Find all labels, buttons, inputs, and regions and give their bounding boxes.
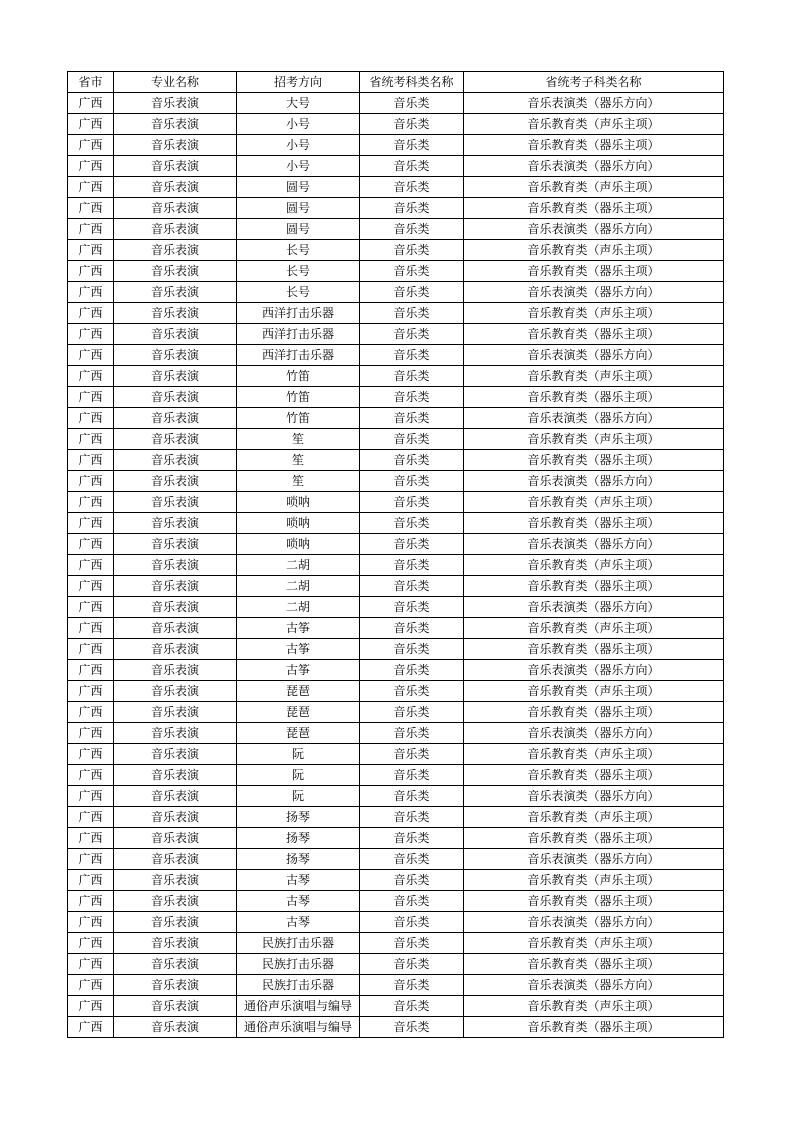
cell-direction: 扬琴 — [237, 807, 360, 828]
cell-category: 音乐类 — [360, 639, 464, 660]
cell-category: 音乐类 — [360, 555, 464, 576]
cell-direction: 古琴 — [237, 870, 360, 891]
cell-province: 广西 — [68, 555, 114, 576]
cell-subcategory: 音乐教育类（声乐主项） — [464, 807, 724, 828]
cell-direction: 圆号 — [237, 177, 360, 198]
cell-category: 音乐类 — [360, 177, 464, 198]
cell-province: 广西 — [68, 891, 114, 912]
cell-direction: 大号 — [237, 93, 360, 114]
cell-category: 音乐类 — [360, 912, 464, 933]
cell-subcategory: 音乐教育类（声乐主项） — [464, 114, 724, 135]
cell-province: 广西 — [68, 975, 114, 996]
table-row — [68, 933, 724, 954]
cell-category: 音乐类 — [360, 93, 464, 114]
table-row — [68, 387, 724, 408]
cell-direction: 笙 — [237, 471, 360, 492]
cell-direction: 古琴 — [237, 912, 360, 933]
cell-province: 广西 — [68, 303, 114, 324]
table-row — [68, 177, 724, 198]
cell-major: 音乐表演 — [114, 324, 237, 345]
cell-subcategory: 音乐教育类（器乐主项） — [464, 513, 724, 534]
table-row — [68, 282, 724, 303]
cell-major: 音乐表演 — [114, 807, 237, 828]
cell-category: 音乐类 — [360, 975, 464, 996]
cell-major: 音乐表演 — [114, 261, 237, 282]
cell-subcategory: 音乐教育类（器乐主项） — [464, 198, 724, 219]
cell-subcategory: 音乐表演类（器乐方向） — [464, 723, 724, 744]
cell-major: 音乐表演 — [114, 114, 237, 135]
cell-direction: 小号 — [237, 114, 360, 135]
cell-subcategory: 音乐教育类（器乐主项） — [464, 450, 724, 471]
table-row — [68, 891, 724, 912]
cell-subcategory: 音乐教育类（器乐主项） — [464, 387, 724, 408]
cell-province: 广西 — [68, 366, 114, 387]
cell-major: 音乐表演 — [114, 681, 237, 702]
table-row — [68, 240, 724, 261]
cell-category: 音乐类 — [360, 303, 464, 324]
cell-major: 音乐表演 — [114, 240, 237, 261]
cell-province: 广西 — [68, 618, 114, 639]
cell-category: 音乐类 — [360, 660, 464, 681]
cell-province: 广西 — [68, 576, 114, 597]
cell-province: 广西 — [68, 93, 114, 114]
cell-direction: 扬琴 — [237, 828, 360, 849]
table-row — [68, 954, 724, 975]
table-row — [68, 975, 724, 996]
cell-province: 广西 — [68, 471, 114, 492]
cell-province: 广西 — [68, 1017, 114, 1038]
cell-province: 广西 — [68, 114, 114, 135]
cell-major: 音乐表演 — [114, 849, 237, 870]
cell-province: 广西 — [68, 639, 114, 660]
admission-table — [67, 71, 724, 1038]
cell-subcategory: 音乐教育类（声乐主项） — [464, 681, 724, 702]
table-header-row — [68, 72, 724, 93]
cell-major: 音乐表演 — [114, 513, 237, 534]
cell-subcategory: 音乐教育类（器乐主项） — [464, 954, 724, 975]
cell-major: 音乐表演 — [114, 135, 237, 156]
cell-subcategory: 音乐教育类（器乐主项） — [464, 828, 724, 849]
cell-province: 广西 — [68, 177, 114, 198]
cell-category: 音乐类 — [360, 282, 464, 303]
cell-direction: 二胡 — [237, 597, 360, 618]
cell-major: 音乐表演 — [114, 282, 237, 303]
cell-subcategory: 音乐表演类（器乐方向） — [464, 849, 724, 870]
header-province: 省市 — [68, 72, 114, 93]
cell-province: 广西 — [68, 240, 114, 261]
cell-major: 音乐表演 — [114, 597, 237, 618]
table-row — [68, 639, 724, 660]
cell-major: 音乐表演 — [114, 303, 237, 324]
cell-major: 音乐表演 — [114, 492, 237, 513]
cell-subcategory: 音乐表演类（器乐方向） — [464, 345, 724, 366]
table-row — [68, 849, 724, 870]
cell-direction: 唢呐 — [237, 492, 360, 513]
cell-category: 音乐类 — [360, 744, 464, 765]
cell-subcategory: 音乐教育类（声乐主项） — [464, 492, 724, 513]
table-row — [68, 576, 724, 597]
cell-category: 音乐类 — [360, 324, 464, 345]
header-major: 专业名称 — [114, 72, 237, 93]
cell-direction: 琵琶 — [237, 702, 360, 723]
cell-category: 音乐类 — [360, 261, 464, 282]
cell-major: 音乐表演 — [114, 219, 237, 240]
cell-subcategory: 音乐教育类（器乐主项） — [464, 261, 724, 282]
cell-category: 音乐类 — [360, 198, 464, 219]
header-category: 省统考科类名称 — [360, 72, 464, 93]
table-row — [68, 408, 724, 429]
table-row — [68, 156, 724, 177]
cell-province: 广西 — [68, 429, 114, 450]
cell-category: 音乐类 — [360, 807, 464, 828]
cell-province: 广西 — [68, 408, 114, 429]
table-row — [68, 534, 724, 555]
cell-province: 广西 — [68, 387, 114, 408]
cell-major: 音乐表演 — [114, 975, 237, 996]
cell-major: 音乐表演 — [114, 534, 237, 555]
table-row — [68, 303, 724, 324]
cell-major: 音乐表演 — [114, 744, 237, 765]
cell-subcategory: 音乐表演类（器乐方向） — [464, 219, 724, 240]
cell-subcategory: 音乐表演类（器乐方向） — [464, 597, 724, 618]
cell-province: 广西 — [68, 786, 114, 807]
cell-major: 音乐表演 — [114, 93, 237, 114]
table-row — [68, 492, 724, 513]
cell-major: 音乐表演 — [114, 408, 237, 429]
cell-category: 音乐类 — [360, 135, 464, 156]
cell-major: 音乐表演 — [114, 198, 237, 219]
cell-province: 广西 — [68, 744, 114, 765]
cell-subcategory: 音乐表演类（器乐方向） — [464, 282, 724, 303]
cell-category: 音乐类 — [360, 219, 464, 240]
cell-direction: 西洋打击乐器 — [237, 303, 360, 324]
cell-direction: 小号 — [237, 156, 360, 177]
cell-category: 音乐类 — [360, 240, 464, 261]
table-row — [68, 828, 724, 849]
table-row — [68, 135, 724, 156]
cell-category: 音乐类 — [360, 597, 464, 618]
cell-province: 广西 — [68, 828, 114, 849]
cell-province: 广西 — [68, 660, 114, 681]
cell-category: 音乐类 — [360, 1017, 464, 1038]
cell-category: 音乐类 — [360, 828, 464, 849]
cell-direction: 通俗声乐演唱与编导 — [237, 996, 360, 1017]
cell-direction: 二胡 — [237, 576, 360, 597]
table-row — [68, 870, 724, 891]
table-row — [68, 471, 724, 492]
cell-major: 音乐表演 — [114, 954, 237, 975]
cell-subcategory: 音乐教育类（声乐主项） — [464, 366, 724, 387]
cell-category: 音乐类 — [360, 366, 464, 387]
table-row — [68, 93, 724, 114]
cell-category: 音乐类 — [360, 786, 464, 807]
cell-major: 音乐表演 — [114, 660, 237, 681]
cell-category: 音乐类 — [360, 492, 464, 513]
cell-category: 音乐类 — [360, 702, 464, 723]
cell-subcategory: 音乐表演类（器乐方向） — [464, 975, 724, 996]
cell-subcategory: 音乐教育类（器乐主项） — [464, 639, 724, 660]
cell-province: 广西 — [68, 849, 114, 870]
cell-province: 广西 — [68, 282, 114, 303]
cell-province: 广西 — [68, 135, 114, 156]
cell-category: 音乐类 — [360, 681, 464, 702]
cell-direction: 唢呐 — [237, 534, 360, 555]
cell-province: 广西 — [68, 324, 114, 345]
cell-subcategory: 音乐教育类（器乐主项） — [464, 576, 724, 597]
cell-direction: 阮 — [237, 744, 360, 765]
cell-category: 音乐类 — [360, 849, 464, 870]
cell-major: 音乐表演 — [114, 450, 237, 471]
cell-major: 音乐表演 — [114, 387, 237, 408]
cell-category: 音乐类 — [360, 450, 464, 471]
table-row — [68, 765, 724, 786]
table-row — [68, 744, 724, 765]
cell-direction: 笙 — [237, 429, 360, 450]
table-row — [68, 786, 724, 807]
cell-subcategory: 音乐教育类（声乐主项） — [464, 240, 724, 261]
cell-major: 音乐表演 — [114, 429, 237, 450]
table-row — [68, 660, 724, 681]
cell-category: 音乐类 — [360, 933, 464, 954]
table-row — [68, 912, 724, 933]
cell-category: 音乐类 — [360, 765, 464, 786]
table-row — [68, 324, 724, 345]
cell-subcategory: 音乐表演类（器乐方向） — [464, 471, 724, 492]
cell-province: 广西 — [68, 198, 114, 219]
table-row — [68, 219, 724, 240]
cell-major: 音乐表演 — [114, 555, 237, 576]
cell-major: 音乐表演 — [114, 828, 237, 849]
cell-major: 音乐表演 — [114, 786, 237, 807]
table-row — [68, 429, 724, 450]
table-row — [68, 261, 724, 282]
cell-direction: 长号 — [237, 240, 360, 261]
cell-category: 音乐类 — [360, 387, 464, 408]
table-row — [68, 996, 724, 1017]
table-row — [68, 450, 724, 471]
cell-major: 音乐表演 — [114, 366, 237, 387]
cell-direction: 竹笛 — [237, 408, 360, 429]
cell-category: 音乐类 — [360, 513, 464, 534]
cell-major: 音乐表演 — [114, 639, 237, 660]
cell-direction: 二胡 — [237, 555, 360, 576]
table-row — [68, 681, 724, 702]
header-direction: 招考方向 — [237, 72, 360, 93]
cell-direction: 民族打击乐器 — [237, 975, 360, 996]
cell-category: 音乐类 — [360, 723, 464, 744]
cell-direction: 笙 — [237, 450, 360, 471]
cell-major: 音乐表演 — [114, 912, 237, 933]
cell-category: 音乐类 — [360, 408, 464, 429]
cell-subcategory: 音乐教育类（器乐主项） — [464, 1017, 724, 1038]
table-row — [68, 114, 724, 135]
cell-major: 音乐表演 — [114, 345, 237, 366]
cell-major: 音乐表演 — [114, 156, 237, 177]
cell-direction: 琵琶 — [237, 723, 360, 744]
cell-province: 广西 — [68, 261, 114, 282]
cell-subcategory: 音乐表演类（器乐方向） — [464, 408, 724, 429]
cell-major: 音乐表演 — [114, 177, 237, 198]
cell-subcategory: 音乐教育类（器乐主项） — [464, 765, 724, 786]
cell-category: 音乐类 — [360, 576, 464, 597]
cell-category: 音乐类 — [360, 618, 464, 639]
cell-major: 音乐表演 — [114, 702, 237, 723]
cell-province: 广西 — [68, 723, 114, 744]
cell-subcategory: 音乐教育类（器乐主项） — [464, 324, 724, 345]
cell-direction: 古筝 — [237, 618, 360, 639]
table-row — [68, 702, 724, 723]
cell-subcategory: 音乐表演类（器乐方向） — [464, 912, 724, 933]
cell-direction: 西洋打击乐器 — [237, 345, 360, 366]
cell-subcategory: 音乐表演类（器乐方向） — [464, 156, 724, 177]
cell-major: 音乐表演 — [114, 618, 237, 639]
cell-direction: 古琴 — [237, 891, 360, 912]
cell-province: 广西 — [68, 681, 114, 702]
cell-category: 音乐类 — [360, 429, 464, 450]
cell-category: 音乐类 — [360, 345, 464, 366]
cell-province: 广西 — [68, 450, 114, 471]
cell-province: 广西 — [68, 156, 114, 177]
cell-direction: 竹笛 — [237, 387, 360, 408]
cell-subcategory: 音乐教育类（器乐主项） — [464, 135, 724, 156]
cell-major: 音乐表演 — [114, 1017, 237, 1038]
cell-direction: 长号 — [237, 261, 360, 282]
cell-major: 音乐表演 — [114, 576, 237, 597]
cell-province: 广西 — [68, 702, 114, 723]
cell-major: 音乐表演 — [114, 996, 237, 1017]
cell-direction: 古筝 — [237, 660, 360, 681]
cell-direction: 阮 — [237, 786, 360, 807]
cell-subcategory: 音乐教育类（器乐主项） — [464, 891, 724, 912]
cell-major: 音乐表演 — [114, 933, 237, 954]
cell-subcategory: 音乐表演类（器乐方向） — [464, 534, 724, 555]
cell-province: 广西 — [68, 912, 114, 933]
cell-major: 音乐表演 — [114, 723, 237, 744]
cell-direction: 阮 — [237, 765, 360, 786]
table-row — [68, 597, 724, 618]
cell-subcategory: 音乐教育类（声乐主项） — [464, 177, 724, 198]
cell-category: 音乐类 — [360, 996, 464, 1017]
header-subcategory: 省统考子科类名称 — [464, 72, 724, 93]
cell-direction: 民族打击乐器 — [237, 954, 360, 975]
cell-category: 音乐类 — [360, 870, 464, 891]
table-row — [68, 1017, 724, 1038]
table-row — [68, 366, 724, 387]
cell-direction: 古筝 — [237, 639, 360, 660]
cell-subcategory: 音乐教育类（声乐主项） — [464, 429, 724, 450]
cell-province: 广西 — [68, 765, 114, 786]
cell-province: 广西 — [68, 492, 114, 513]
cell-province: 广西 — [68, 534, 114, 555]
cell-direction: 扬琴 — [237, 849, 360, 870]
cell-subcategory: 音乐教育类（声乐主项） — [464, 744, 724, 765]
cell-direction: 长号 — [237, 282, 360, 303]
table-row — [68, 555, 724, 576]
cell-major: 音乐表演 — [114, 765, 237, 786]
cell-major: 音乐表演 — [114, 870, 237, 891]
table-row — [68, 618, 724, 639]
cell-subcategory: 音乐教育类（声乐主项） — [464, 618, 724, 639]
cell-category: 音乐类 — [360, 534, 464, 555]
cell-province: 广西 — [68, 219, 114, 240]
cell-direction: 唢呐 — [237, 513, 360, 534]
cell-category: 音乐类 — [360, 114, 464, 135]
cell-direction: 圆号 — [237, 219, 360, 240]
cell-direction: 圆号 — [237, 198, 360, 219]
cell-province: 广西 — [68, 870, 114, 891]
table-row — [68, 807, 724, 828]
table-row — [68, 198, 724, 219]
cell-category: 音乐类 — [360, 954, 464, 975]
cell-province: 广西 — [68, 807, 114, 828]
cell-major: 音乐表演 — [114, 891, 237, 912]
cell-subcategory: 音乐教育类（声乐主项） — [464, 303, 724, 324]
cell-direction: 竹笛 — [237, 366, 360, 387]
cell-subcategory: 音乐教育类（声乐主项） — [464, 933, 724, 954]
cell-category: 音乐类 — [360, 471, 464, 492]
cell-category: 音乐类 — [360, 891, 464, 912]
cell-major: 音乐表演 — [114, 471, 237, 492]
table-body — [68, 93, 724, 1038]
cell-subcategory: 音乐表演类（器乐方向） — [464, 93, 724, 114]
cell-direction: 通俗声乐演唱与编导 — [237, 1017, 360, 1038]
cell-province: 广西 — [68, 345, 114, 366]
cell-subcategory: 音乐表演类（器乐方向） — [464, 786, 724, 807]
cell-province: 广西 — [68, 954, 114, 975]
table-row — [68, 513, 724, 534]
cell-province: 广西 — [68, 597, 114, 618]
cell-subcategory: 音乐教育类（声乐主项） — [464, 870, 724, 891]
cell-province: 广西 — [68, 933, 114, 954]
cell-subcategory: 音乐表演类（器乐方向） — [464, 660, 724, 681]
table-row — [68, 345, 724, 366]
cell-subcategory: 音乐教育类（器乐主项） — [464, 702, 724, 723]
table-row — [68, 723, 724, 744]
cell-province: 广西 — [68, 513, 114, 534]
cell-direction: 小号 — [237, 135, 360, 156]
cell-subcategory: 音乐教育类（声乐主项） — [464, 555, 724, 576]
cell-direction: 琵琶 — [237, 681, 360, 702]
cell-direction: 西洋打击乐器 — [237, 324, 360, 345]
cell-category: 音乐类 — [360, 156, 464, 177]
cell-subcategory: 音乐教育类（声乐主项） — [464, 996, 724, 1017]
cell-direction: 民族打击乐器 — [237, 933, 360, 954]
cell-province: 广西 — [68, 996, 114, 1017]
